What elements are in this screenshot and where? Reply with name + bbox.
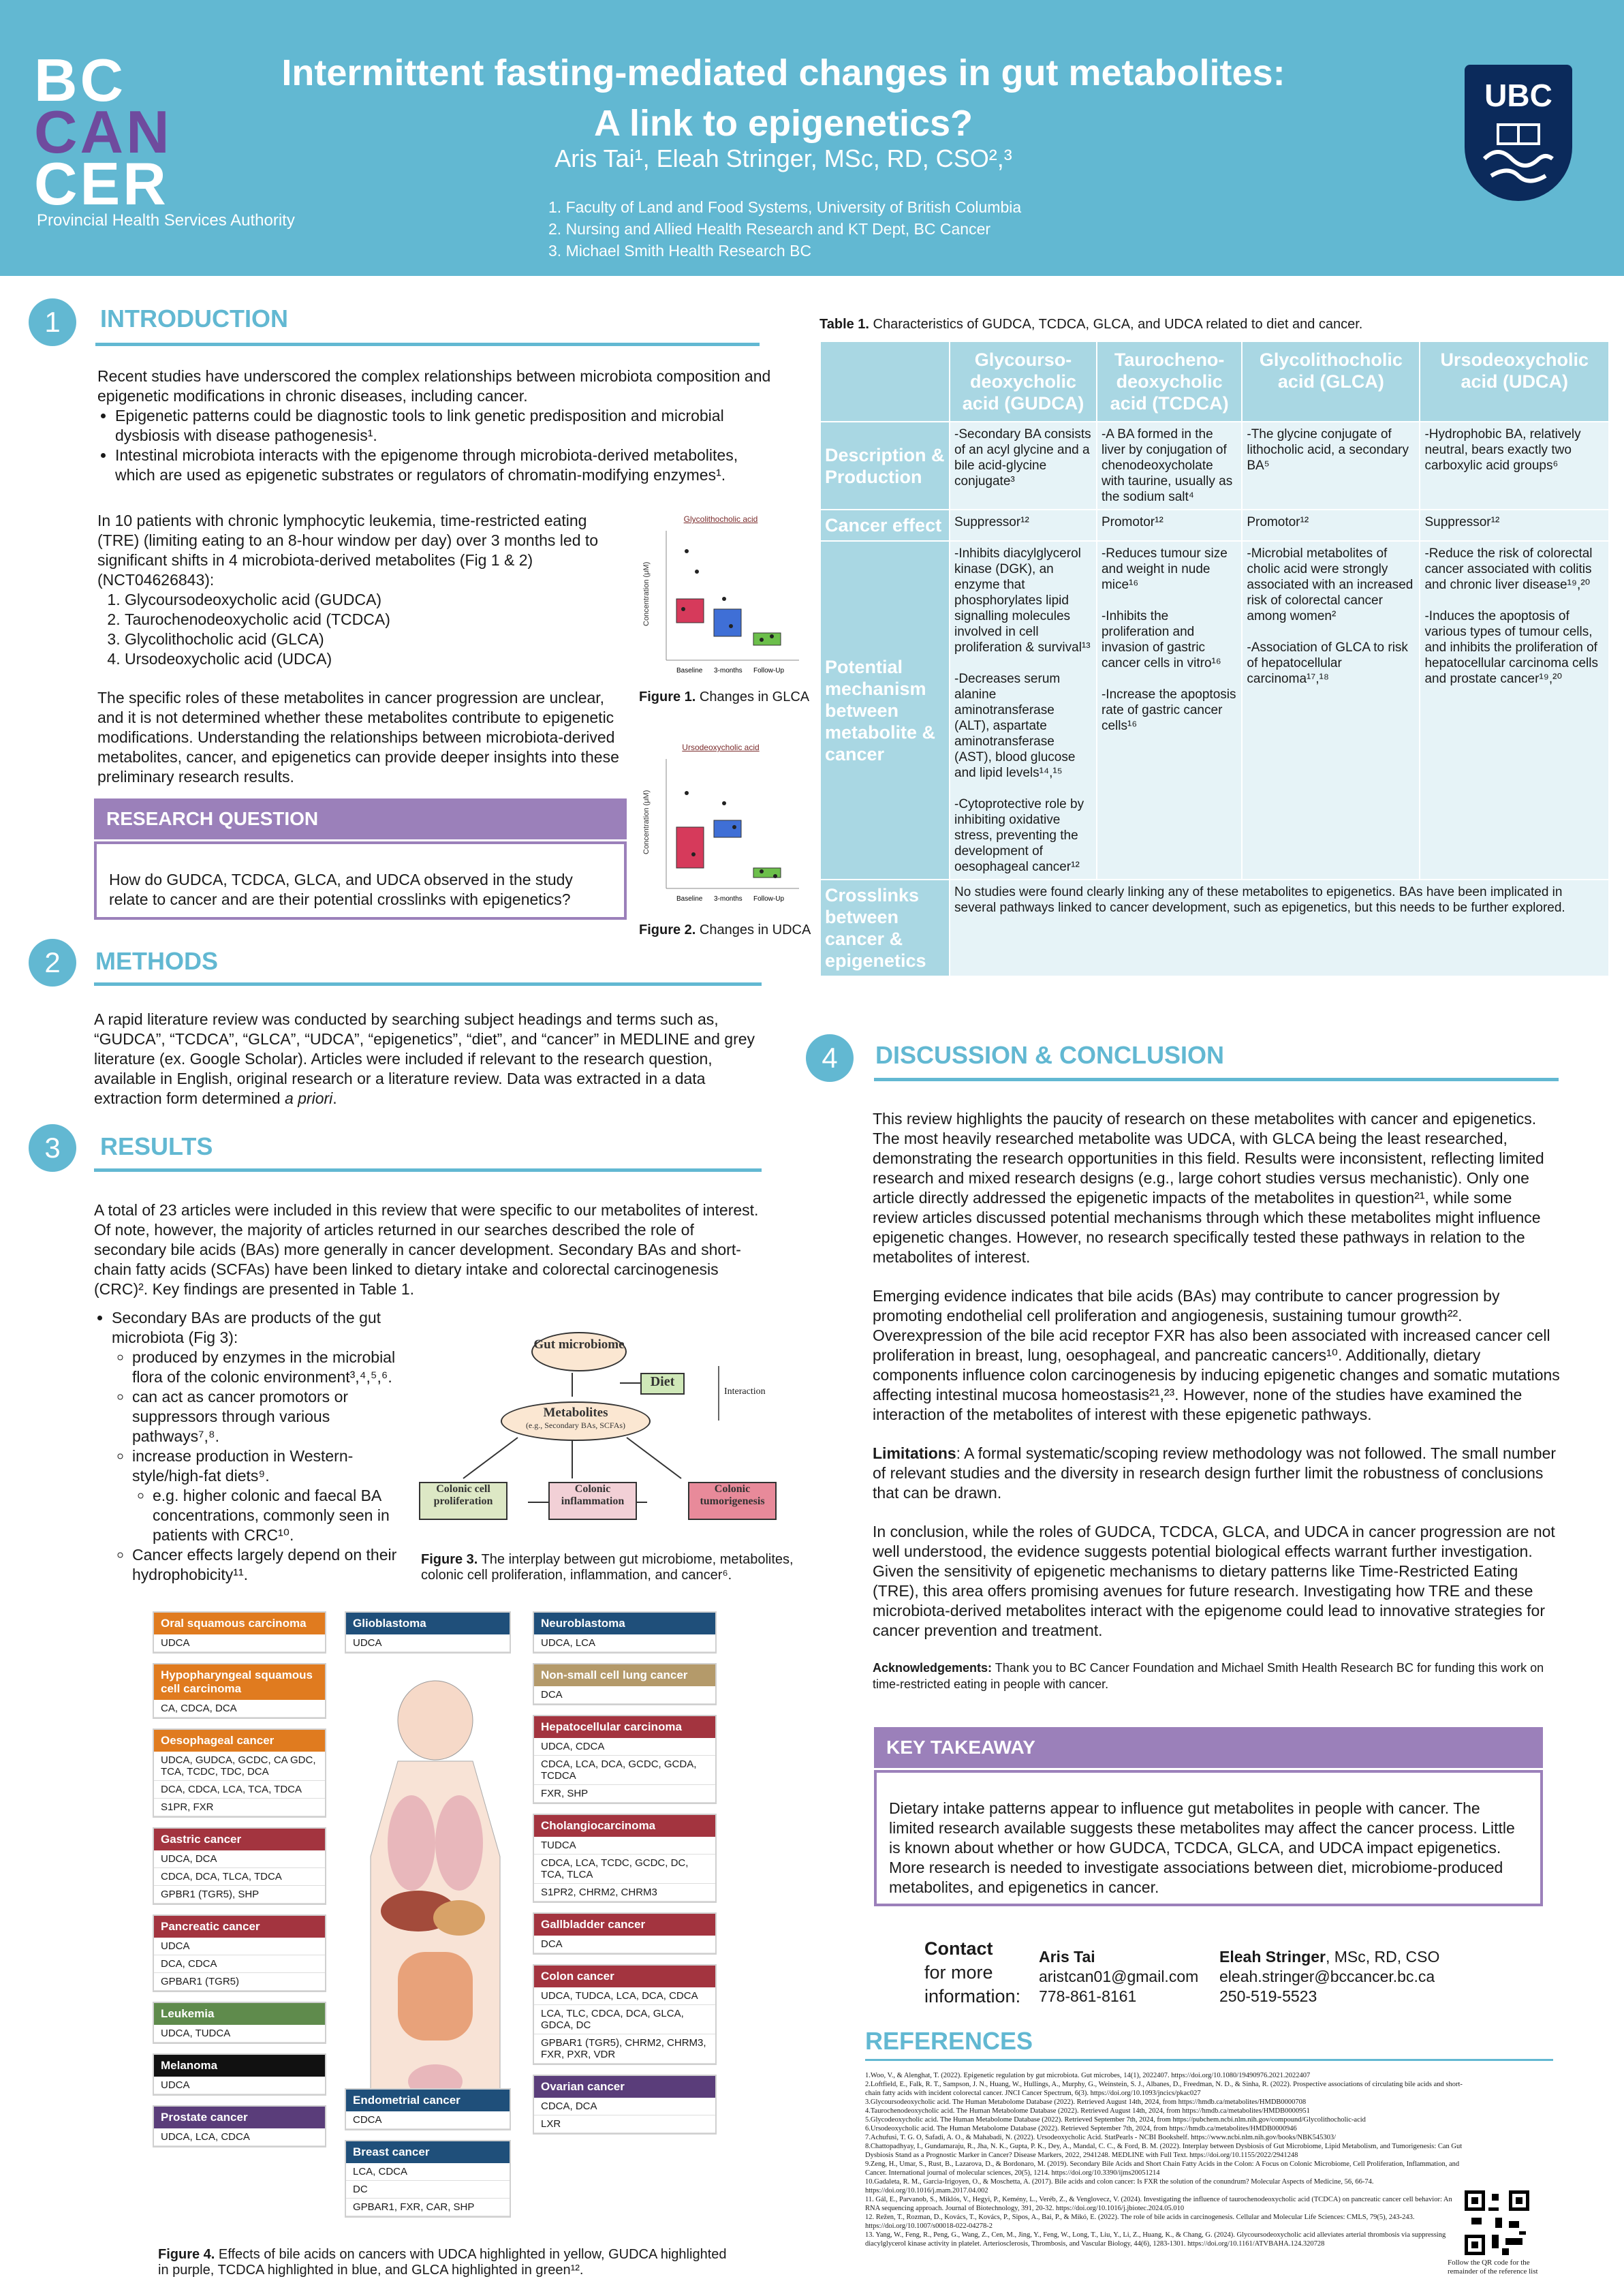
results-heading: RESULTS <box>100 1132 213 1160</box>
cancer-card <box>533 1912 717 1955</box>
methods-text: A rapid literature review was conducted by searching subject headings and terms such as, “GUDCA”, “TCDCA”, “GLCA”, “UDCA”, “epigenetics”, “diet”, and “cancer” in MEDLINE and grey literature (ex. Google Scholar). Articles were included if relevant to the research question, available in English, original research or a literature review. Data was extracted in a data extraction form determined a priori. <box>94 1010 755 1107</box>
references-heading: REFERENCES <box>865 2027 1033 2055</box>
research-question-heading: RESEARCH QUESTION <box>94 798 627 839</box>
cancer-card-title: Glioblastoma <box>346 1613 510 1634</box>
authors: Aris Tai¹, Eleah Stringer, MSc, RD, CSO²,³ <box>555 144 1012 172</box>
reference-item: 4.Taurochenodeoxycholic acid. The Human Metabolome Database (2022). Retrieved August 14th, 2024, from https://hmdb.ca/metabolites/HMDB0000951 <box>865 2107 1310 2115</box>
cancer-card-row: CDCA, LCA, TCDC, GCDC, DC, TCA, TLCA <box>534 1855 715 1884</box>
reference-item: 1.Woo, V., & Alenghat, T. (2022). Epigenetic regulation by gut microbiota. Gut microbes, 14(1), 2022407. https://doi.org/10.1080/19490976.2021.2022407 <box>865 2072 1311 2079</box>
cancer-card-row: UDCA, CDCA <box>534 1738 715 1756</box>
reference-item: 9.Zeng, H., Umar, S., Rust, B., Lazarova, D., & Bordonaro, M. (2019). Secondary Bile Acids and Short Chain Fatty Acids in the Colon: A Focus on Colonic Microbiome, Cell Proliferation, Inflammation, and Cancer. International journal of molecular sciences, 20(5), 1214. https://doi.org/10.3390/ijms20051214 <box>865 2160 1460 2177</box>
table-row: Cancer effect Suppressor¹² Promotor¹² Promotor¹² Suppressor¹² <box>820 510 1609 541</box>
cancer-card-row: DCA <box>534 1936 715 1953</box>
metabolites-node: Metabolites (e.g., Secondary BAs, SCFAs) <box>501 1401 651 1441</box>
reference-item: 10.Gadaleta, R. M., Garcia-Irigoyen, O., & Moschetta, A. (2017). Bile acids and colon cancer: Is FXR the solution of the conundrum? Molecular Aspects of Medicine, 56, 66-74. https://doi.org/10.1016/j.mam.2017.04.002 <box>865 2178 1374 2194</box>
reference-item: 7.Achufusi, T. G. O, Safadi, A. O., & Mahabadi, N. (2022). Ursodeoxycholic Acid. StatPearls - NCBI Bookshelf. https://www.ncbi.nlm.nih.gov/books/NBK545303/ <box>865 2134 1336 2141</box>
section-number-1: 1 <box>29 298 76 346</box>
cancer-card-row: UDCA, TUDCA, LCA, DCA, CDCA <box>534 1987 715 2005</box>
cancer-card-title: Ovarian cancer <box>534 2076 715 2098</box>
cancer-card-row: UDCA <box>154 2077 325 2094</box>
ubc-crest-logo: UBC <box>1465 65 1572 201</box>
cancer-card-row: DCA <box>534 1686 715 1704</box>
cancer-card-title: Colon cancer <box>534 1966 715 1987</box>
cancer-card <box>345 2088 511 2130</box>
cancer-card <box>533 1663 717 1705</box>
figure-4 <box>153 1611 730 2241</box>
cancer-card-row: CA, CDCA, DCA <box>154 1700 325 1718</box>
reference-list <box>865 2071 1465 2248</box>
cancer-card-title: Non-small cell lung cancer <box>534 1664 715 1686</box>
figure-2-boxplot: Ursodeoxycholic acid Concentration (μM) Baseline 3-months Follow-Up <box>642 743 785 903</box>
contact-email[interactable]: eleah.stringer@bccancer.bc.ca <box>1219 1968 1435 1985</box>
diet-node: Diet <box>640 1373 685 1395</box>
divider <box>874 1078 1559 1081</box>
cancer-card <box>533 1611 717 1654</box>
poster-title: Intermittent fasting-mediated changes in gut metabolites: A link to epigenetics? <box>281 52 1285 144</box>
section-number-3: 3 <box>29 1124 76 1172</box>
inflammation-node: Colonic inflammation <box>548 1482 637 1520</box>
figure-1-boxplot: Glycolithocholic acid Concentration (μM) Baseline 3-months Follow-Up <box>642 514 785 674</box>
divider <box>865 2059 1553 2061</box>
x-label-followup: Follow-Up <box>753 895 785 903</box>
figure-3-diagram <box>409 1318 790 1550</box>
cancer-card-title: Breast cancer <box>346 2141 510 2163</box>
section-number-2: 2 <box>29 939 76 987</box>
tumorigenesis-node: Colonic tumorigenesis <box>688 1482 777 1520</box>
results-bullets: • Secondary BAs are products of the gut microbiota (Fig 3): ◦ produced by enzymes in the microbial flora of the colonic environment³,⁴,⁵,⁶. ◦ can act as cancer promotors or suppressors through various pathways⁷,⁸. ◦ increase production in Western-style/high-fat diets⁹. ◦ e.g. higher colonic and faecal BA concentrations, commonly seen in patients with CRC¹⁰. ◦ Cancer effects largely depend on their hydrophobicity¹¹. <box>94 1308 407 1585</box>
intro-study-text: In 10 patients with chronic lymphocytic leukemia, time-restricted eating (TRE) (limiting eating to an 8-hour window per day) over 3 months led to significant shifts in 4 microbiota-derived metabolites (Fig 1 & 2) (NCT04626843): 1. Glycoursodeoxycholic acid (GUDCA) 2. Taurochenodeoxycholic acid (TCDCA) 3. Glycolithocholic acid (GLCA) 4. Ursodeoxycholic acid (UDCA) The specific roles of these metabolites in cancer progression are unclear, and it is not determined whether these metabolites contribute to epigenetic modifications. Understanding the relationships between microbiota-derived metabolites, cancer, and epigenetics can provide deeper insights into these preliminary research results. <box>97 511 622 787</box>
cancer-card-row: LCA, TLC, CDCA, DCA, GLCA, GDCA, DC <box>534 2005 715 2034</box>
cancer-card-row: LXR <box>534 2115 715 2133</box>
cancer-card <box>345 2140 511 2218</box>
cancer-card-row: GPBAR1 (TGR5), CHRM2, CHRM3, FXR, PXR, VDR <box>534 2034 715 2064</box>
cancer-card-row: UDCA <box>154 1938 325 1955</box>
x-label-followup: Follow-Up <box>753 667 785 674</box>
x-label-baseline: Baseline <box>676 895 703 903</box>
table-header-tcdca: Taurocheno-deoxycholic acid (TCDCA) <box>1097 341 1242 422</box>
table-row: Description & Production -Secondary BA consists of an acyl glycine and a bile acid-glycine conjugate³ -A BA formed in the liver by conjugation of chenodeoxycholate with taurine, usually as the sodium salt⁴ -The glycine conjugate of lithocholic acid, a secondary BA⁵ -Hydrophobic BA, relatively neutral, bears exactly two carboxylic acid groups⁶ <box>820 422 1609 510</box>
reference-item: 2.Loftfield, E., Falk, R. T., Sampson, J. N., Huang, W., Hullings, A., Murphy, G., Weinstein, S. J., Albanes, D., Freedman, N. D., & Sinha, R. (2022). Prospective associations of circulating bile acids and short-chain fatty acids with incident colorectal cancer. JNCI Cancer Spectrum, 6(3). https://doi.org/10.1093/jncics/pkac027 <box>865 2081 1463 2097</box>
results-text: A total of 23 articles were included in this review that were specific to our metabolites of interest. Of note, however, the majority of articles returned in our searches described the role of secondary bile acids (BAs) more generally in cancer development. Secondary BAs and short-chain fatty acids (SCFAs) have been linked to dietary intake and colorectal carcinogenesis (CRC)². Key findings are presented in Table 1. <box>94 1201 759 1298</box>
logo-subtitle: Provincial Health Services Authority <box>37 211 295 230</box>
affiliations: 1. Faculty of Land and Food Systems, University of British Columbia 2. Nursing and Allied Health Research and KT Dept, BC Cancer 3. Michael Smith Health Research BC <box>548 198 1022 260</box>
cancer-card-row: UDCA, LCA, CDCA <box>154 2128 325 2146</box>
y-axis-label: Concentration (μM) <box>642 561 651 626</box>
cancer-card <box>153 1914 326 1992</box>
cancer-card <box>153 1611 326 1654</box>
introduction-heading: INTRODUCTION <box>100 305 288 332</box>
cancer-card <box>533 1814 717 1903</box>
table-row: Potential mechanism between metabolite & cancer -Inhibits diacylglycerol kinase (DGK), an enzyme that phosphorylates lipid signalling molecules involved in cell proliferation & survival¹³ -Decreases serum alanine aminotransferase (ALT), aspartate aminotransferase (AST), blood glucose and lipid levels¹⁴,¹⁵ -Cytoprotective role by inhibiting oxidative stress, preventing the development of oesophageal cancer¹² -Reduces tumour size and weight in nude mice¹⁶ -Inhibits the proliferation and invasion of gastric cancer cells in vitro¹⁶ -Increase the apoptosis rate of gastric cancer cells¹⁶ -Microbial metabolites of cholic acid were strongly associated with an increased risk of colorectal cancer among women² -Association of GLCA to risk of hepatocellular carcinoma¹⁷,¹⁸ -Reduce the risk of colorectal cancer associated with colitis and chronic liver disease¹⁹,²⁰ -Induces the apoptosis of various types of tumour cells, and inhibits the proliferation of hepatocellular carcinoma cells and prostate cancer¹⁹,²⁰ <box>820 541 1609 880</box>
cancer-card <box>533 1715 717 1804</box>
divider <box>94 1168 762 1172</box>
figure-2-caption: Figure 2. Changes in UDCA <box>639 922 811 937</box>
cancer-card <box>153 1827 326 1905</box>
divider <box>94 982 762 986</box>
reference-item: 6.Ursodeoxycholic acid. The Human Metabolome Database (2022). Retrieved September 7th, 2024, from https://hmdb.ca/metabolites/HMDB0000946 <box>865 2125 1297 2132</box>
human-body-illustration <box>357 1679 514 2129</box>
table-1-caption: Table 1. Characteristics of GUDCA, TCDCA, GLCA, and UDCA related to diet and cancer. <box>819 317 1363 332</box>
figure-4-caption: Figure 4. Effects of bile acids on cancers with UDCA highlighted in yellow, GUDCA highlighted in purple, TCDCA highlighted in blue, and GLCA highlighted in green¹². <box>158 2247 727 2278</box>
cancer-card-row: CDCA, LCA, DCA, GCDC, GCDA, TCDCA <box>534 1756 715 1785</box>
cancer-card-title: Neuroblastoma <box>534 1613 715 1634</box>
y-axis-label: Concentration (μM) <box>642 790 651 854</box>
qr-code[interactable] <box>1465 2190 1529 2255</box>
cancer-card-row: UDCA, GUDCA, GCDC, CA GDC, TCA, TCDC, TDC, DCA <box>154 1752 325 1781</box>
contact-aris: Aris Tai aristcan01@gmail.com 778-861-8161 <box>1039 1948 1199 2005</box>
reference-item: 11. Gál, E., Parvanob, S., Miklós, V., Hegyi, P., Kemény, L., Veréb, Z., & Venglovecz, V. (2024). Investigating the influence of taurochenodeoxycholic acid (TCDCA) on pancreatic cancer cell behavior: An RNA sequencing approach. Journal of Biotechnology, 391, 20-32. https://doi.org/10.1016/j.jbiotec.2024.05.010 <box>865 2196 1452 2212</box>
x-label-3months: 3-months <box>714 895 743 903</box>
cancer-card-row: UDCA <box>154 1634 325 1652</box>
cancer-card <box>153 1728 326 1818</box>
key-takeaway-box: Dietary intake patterns appear to influence gut metabolites in people with cancer. The limited research available suggests these metabolites may affect the cancer process. Little is known about whether or how GUDCA, TCDCA, GLCA, and UDCA impact epigenetics. More research is needed to investigate associations between diet, microbiome-produced metabolites, and epigenetics in cancer. <box>874 1770 1543 1906</box>
cancer-card-row: DC <box>346 2181 510 2199</box>
divider <box>95 343 760 346</box>
cancer-card <box>153 2053 326 2096</box>
discussion-heading: DISCUSSION & CONCLUSION <box>875 1041 1225 1069</box>
cancer-card-row: FXR, SHP <box>534 1785 715 1803</box>
methods-heading: METHODS <box>95 947 218 975</box>
cancer-card-title: Endometrial cancer <box>346 2090 510 2111</box>
cancer-card <box>533 2075 717 2135</box>
cancer-card-row: GPBAR1, FXR, CAR, SHP <box>346 2199 510 2216</box>
figure-1-caption: Figure 1. Changes in GLCA <box>639 689 810 704</box>
intro-text: Recent studies have underscored the complex relationships between microbiota composition and epigenetic modifications in chronic diseases, including cancer. • Epigenetic patterns could be diagnostic tools to link genetic predisposition and microbial dysbiosis with disease pathogenesis¹. • Intestinal microbiota interacts with the epigenome through microbiota-derived metabolites, which are used as epigenetic substrates or regulators of chromatin-modifying enzymes¹. <box>97 367 772 485</box>
x-label-3months: 3-months <box>714 667 743 674</box>
cancer-card-title: Leukemia <box>154 2003 325 2025</box>
contact-email[interactable]: aristcan01@gmail.com <box>1039 1968 1199 1985</box>
cancer-card-title: Hypopharyngeal squamous cell carcinoma <box>154 1664 325 1700</box>
cancer-card-title: Pancreatic cancer <box>154 1916 325 1938</box>
cancer-card-title: Hepatocellular carcinoma <box>534 1716 715 1738</box>
bc-cancer-logo: BC CAN CER <box>34 46 172 217</box>
discussion-text: This review highlights the paucity of research on these metabolites with cancer and epigenetics. The most heavily researched metabolite was UDCA, with GLCA being the least researched, demonstrating the research opportunities in this field. Results were inconsistent, reflecting limited research and mixed research designs (e.g., large cohort studies versus mechanistic). Only one article directly addressed the epigenetic impacts of the metabolites in question²¹, while some review articles discussed potential mechanisms through which these metabolites might influence epigenetic changes. However, no research specifically tested these pathways in relation to the metabolites of interest. Emerging evidence indicates that bile acids (BAs) may contribute to cancer progression by promoting endothelial cell proliferation and angiogenesis, sustaining tumour growth²². Overexpression of the bile acid receptor FXR has also been associated with increased cancer cell proliferation in breast, lung, oesophageal, and pancreatic cancers¹⁰. Additionally, dietary components influence colon carcinogenesis by inducing epigenetic changes and somatic mutations affecting intestinal mucosa homeostasis²¹,²³. However, none of the studies have examined the interaction of the metabolites of interest with these epigenetic pathways. Limitations: A formal systematic/scoping review methodology was not followed. The small number of relevant studies and the diversity in research design further limit the robustness of conclusions that can be drawn. In conclusion, while the roles of GUDCA, TCDCA, GLCA, and UDCA in cancer progression are not well understood, the evidence suggests potential biological effects warrant further investigation. Given the sensitivity of epigenetic mechanisms to dietary patterns like Time-Restricted Eating (TRE), this area offers promising avenues for future research. Investigating how TRE and these microbiota-derived metabolites interact with the epigenome could lead to innovative strategies for cancer prevention and treatment. Acknowledgements: Thank you to BC Cancer Foundation and Michael Smith Health Research BC for funding this work on time-restricted eating in people with cancer. <box>873 1110 1560 1691</box>
research-question-box: How do GUDCA, TCDCA, GLCA, and UDCA observed in the study relate to cancer and are their potential crosslinks with epigenetics? <box>94 841 627 920</box>
cancer-card-row: UDCA, TUDCA <box>154 2025 325 2043</box>
table-header-udca: Ursodeoxycholic acid (UDCA) <box>1420 341 1609 422</box>
cancer-card-row: DCA, CDCA, LCA, TCA, TDCA <box>154 1781 325 1799</box>
cancer-card-title: Cholangiocarcinoma <box>534 1815 715 1837</box>
cancer-card <box>345 1611 511 1654</box>
gut-microbiome-node: Gut microbiome <box>531 1332 627 1371</box>
section-number-4: 4 <box>806 1034 854 1082</box>
cancer-card <box>153 2002 326 2044</box>
cancer-card-title: Oesophageal cancer <box>154 1730 325 1752</box>
table-row: Crosslinks between cancer & epigenetics No studies were found clearly linking any of these metabolites to epigenetics. BAs have been implicated in several pathways linked to cancer development, such as epigenetics, but this needs to be further explored. <box>820 880 1609 976</box>
cancer-card-row: CDCA <box>346 2111 510 2129</box>
x-label-baseline: Baseline <box>676 667 703 674</box>
cancer-card-row: S1PR, FXR <box>154 1799 325 1816</box>
reference-item: 3.Glycoursodeoxycholic acid. The Human Metabolome Database (2022). Retrieved August 14th, 2024, from https://hmdb.ca/metabolites/HMDB0000708 <box>865 2098 1307 2106</box>
reference-item: 12. Režen, T., Rozman, D., Kovács, T., Kovács, P., Sipos, A., Bai, P., & Mikó, E. (2022). The role of bile acids in carcinogenesis. Cellular and Molecular Life Sciences: CMLS, 79(5), 243-243. https://doi.org/10.1007/s00018-022-04278-2 <box>865 2214 1415 2230</box>
table-1 <box>819 341 1610 977</box>
cancer-card <box>153 2105 326 2147</box>
cancer-card <box>533 1964 717 2065</box>
cancer-card-row: LCA, CDCA <box>346 2163 510 2181</box>
contact-eleah: Eleah Stringer, MSc, RD, CSO eleah.stringer@bccancer.bc.ca 250-519-5523 <box>1219 1948 1440 2005</box>
table-header-gudca: Glycourso-deoxycholic acid (GUDCA) <box>950 341 1097 422</box>
cancer-card-row: CDCA, DCA <box>534 2098 715 2115</box>
table-header-glca: Glycolithocholic acid (GLCA) <box>1242 341 1420 422</box>
cancer-card-row: GPBAR1 (TGR5) <box>154 1973 325 1991</box>
cancer-card-row: S1PR2, CHRM2, CHRM3 <box>534 1884 715 1902</box>
cancer-card-title: Gallbladder cancer <box>534 1914 715 1936</box>
cancer-card-title: Oral squamous carcinoma <box>154 1613 325 1634</box>
cell-proliferation-node: Colonic cell proliferation <box>419 1482 507 1520</box>
cancer-card-title: Melanoma <box>154 2055 325 2077</box>
cancer-card-row: UDCA, DCA <box>154 1850 325 1868</box>
contact-label: Contact for more information: <box>924 1938 1021 2006</box>
reference-item: 8.Chattopadhyay, I., Gundamaraju, R., Jha, N. K., Gupta, P. K., Dey, A., Mandal, C. C., & Ford, B. M. (2022). Interplay between Dysbiosis of Gut Microbiome, Lipid Metabolism, and Tumorigenesis: Can Gut Dysbiosis Stand as a Prognostic Marker in Cancer? Disease Markers, 2022, 2941248. MEDLINE with Full Text. https://doi.org/10.1155/2022/2941248 <box>865 2143 1463 2159</box>
cancer-card-title: Gastric cancer <box>154 1829 325 1850</box>
figure-3-caption: Figure 3. The interplay between gut microbiome, metabolites, colonic cell proliferation, inflammation, and cancer⁶. <box>421 1552 794 1583</box>
reference-item: 13. Yang, W., Feng, R., Peng, G., Wang, Z., Cen, M., Jing, Y., Feng, W., Long, T., Liu, Y., Li, Z., Huang, K., & Chang, G. (2024). Glycoursodeoxycholic acid alleviates arterial thrombosis via suppressing diacylglycerol kinase activity in platelet. Arteriosclerosis, Thrombosis, and Vascular Biology, 44(6), 1283-1301. https://doi.org/10.1161/ATVBAHA.124.320728 <box>865 2231 1446 2248</box>
cancer-card <box>153 1663 326 1719</box>
reference-item: 5.Glycodeoxycholic acid. The Human Metabolome Database (2022). Retrieved September 7th, 2024, from https://pubchem.ncbi.nlm.nih.gov/compound/Glycolithocholic-acid <box>865 2116 1366 2124</box>
cancer-card-row: DCA, CDCA <box>154 1955 325 1973</box>
key-takeaway-heading: KEY TAKEAWAY <box>874 1727 1543 1768</box>
cancer-card-row: GPBR1 (TGR5), SHP <box>154 1886 325 1904</box>
interaction-label: Interaction <box>724 1386 766 1397</box>
glioblastoma-column <box>345 1611 511 1663</box>
cancer-card-row: UDCA <box>346 1634 510 1652</box>
cancer-card-row: CDCA, DCA, TLCA, TDCA <box>154 1868 325 1886</box>
qr-caption: Follow the QR code for the remainder of the reference list <box>1448 2259 1538 2276</box>
cancer-card-title: Prostate cancer <box>154 2107 325 2128</box>
cancer-card-row: UDCA, LCA <box>534 1634 715 1652</box>
cancer-card-row: TUDCA <box>534 1837 715 1855</box>
